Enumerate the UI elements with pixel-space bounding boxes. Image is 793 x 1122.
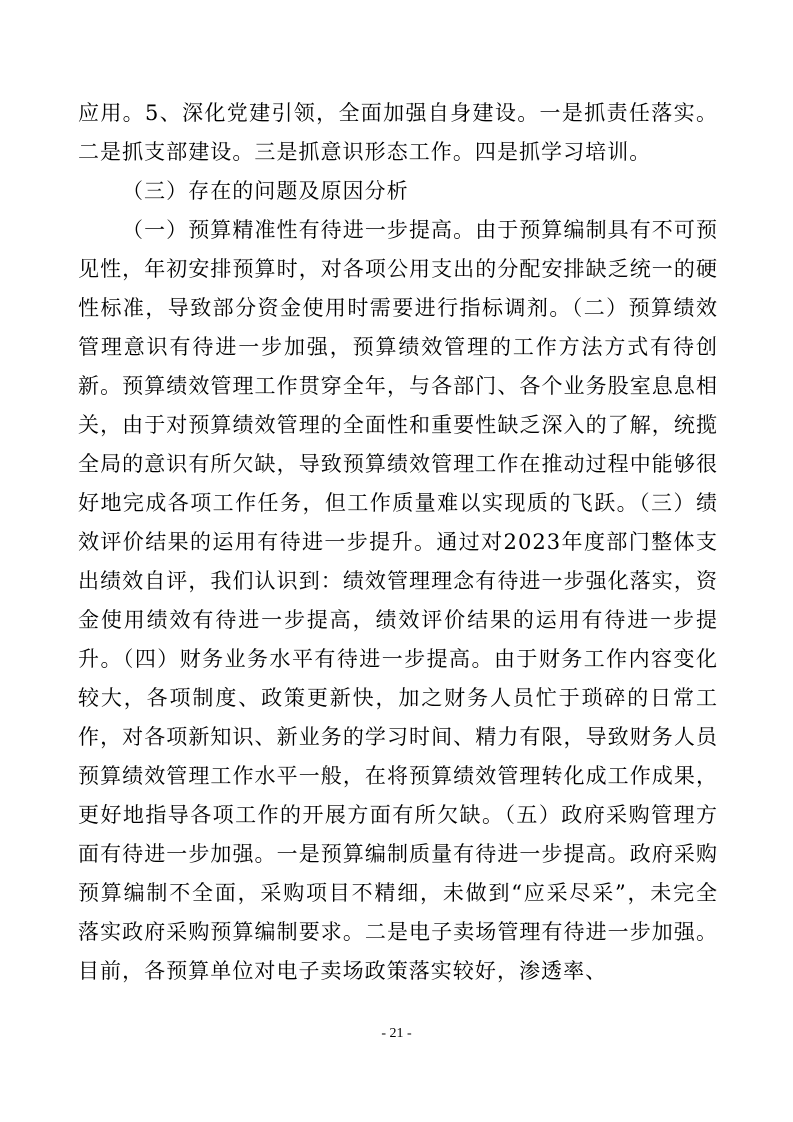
paragraph-2: （一）预算精准性有待进一步提高。由于预算编制具有不可预见性，年初安排预算时，对各项公用支出的分配安排缺乏统一的硬性标准，导致部分资金使用时需要进行指标调剂。（二）预算绩效管理意识有待进一步加强，预算绩效管理的工作方法方式有待创新。预算绩效管理工作贯穿全年，与各部门、各个业务股室息息相关，由于对预算绩效管理的全面性和重要性缺乏深入的了解，统揽全局的意识有所欠缺，导致预算绩效管理工作在推动过程中能够很好地完成各项工作任务，但工作质量难以实现质的飞跃。（三）绩效评价结果的运用有待进一步提升。通过对2023年度部门整体支出绩效自评，我们认识到：绩效管理理念有待进一步强化落实，资金使用绩效有待进一步提高，绩效评价结果的运用有待进一步提升。（四）财务业务水平有待进一步提高。由于财务工作内容变化较大，各项制度、政策更新快，加之财务人员忙于琐碎的日常工作，对各项新知识、新业务的学习时间、精力有限，导致财务人员预算绩效管理工作水平一般，在将预算绩效管理转化成工作成果，更好地指导各项工作的开展方面有所欠缺。（五）政府采购管理方面有待进一步加强。一是预算编制质量有待进一步提高。政府采购预算编制不全面，采购项目不精细，未做到“应采尽采”，未完全落实政府采购预算编制要求。二是电子卖场管理有待进一步加强。目前，各预算单位对电子卖场政策落实较好，渗透率、 bbox=[78, 218, 718, 983]
section-heading: （三）存在的问题及原因分析 bbox=[122, 179, 409, 203]
paragraph-1: 应用。5、深化党建引领，全面加强自身建设。一是抓责任落实。二是抓支部建设。三是抓意识形态工作。四是抓学习培训。 bbox=[78, 101, 718, 164]
document-page bbox=[78, 94, 718, 991]
page-number: - 21 - bbox=[381, 1026, 412, 1041]
